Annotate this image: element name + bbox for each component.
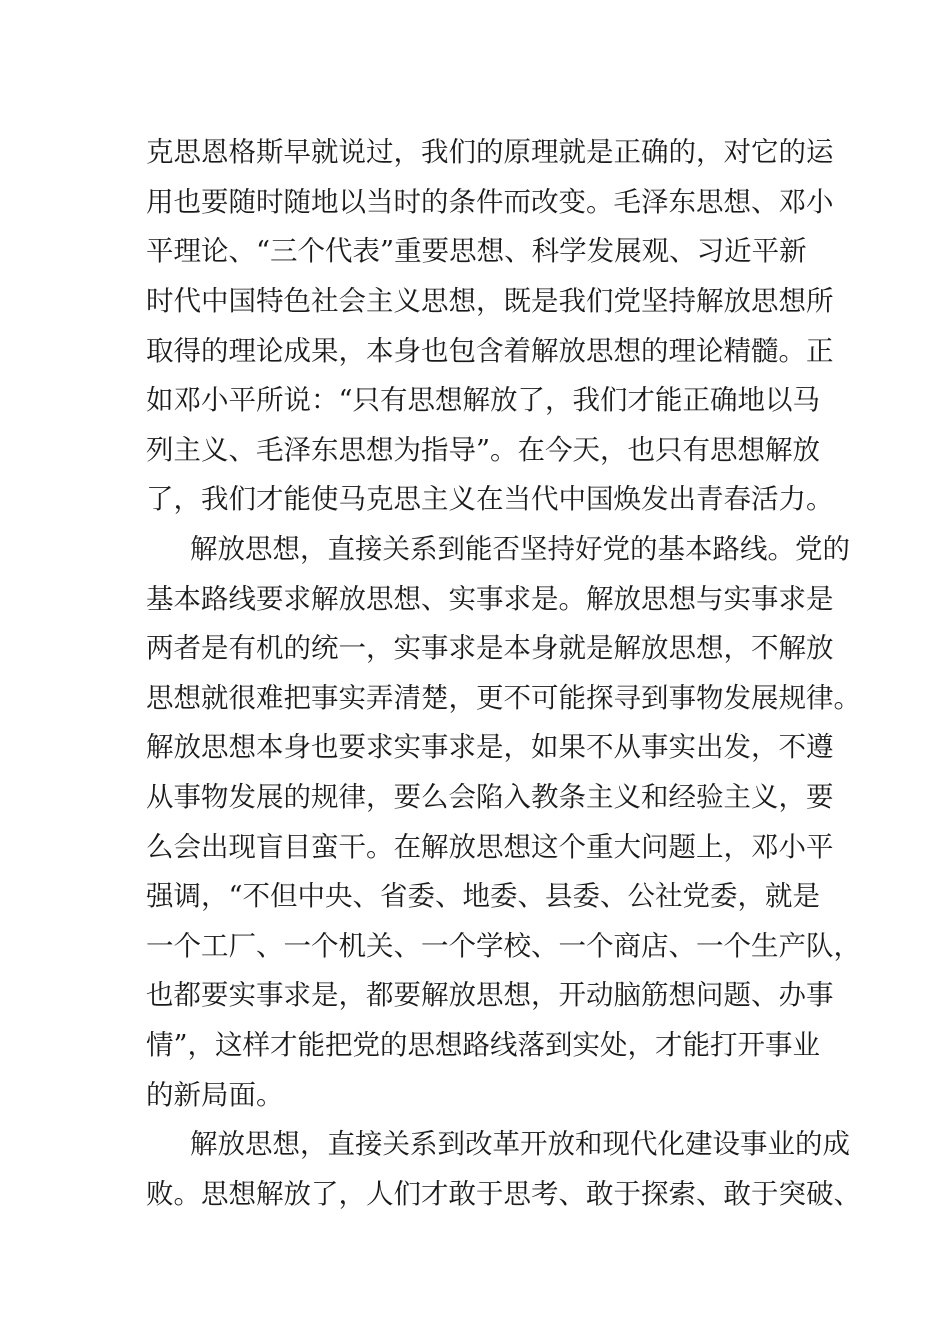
text-line: 如邓小平所说：“只有思想解放了，我们才能正确地以马: [146, 384, 821, 416]
text-line: 时代中国特色社会主义思想，既是我们党坚持解放思想所: [146, 285, 834, 317]
text-line: 么会出现盲目蛮干。在解放思想这个重大问题上，邓小平: [146, 831, 834, 863]
text-line: 强调，“不但中央、省委、地委、县委、公社党委，就是: [146, 880, 821, 912]
paragraph-start-line: 解放思想，直接关系到能否坚持好党的基本路线。党的: [190, 533, 850, 565]
text-line: 基本路线要求解放思想、实事求是。解放思想与实事求是: [146, 583, 834, 615]
text-line: 平理论、“三个代表”重要思想、科学发展观、习近平新: [146, 235, 807, 267]
text-line: 的新局面。: [146, 1079, 284, 1111]
text-line: 也都要实事求是，都要解放思想，开动脑筋想问题、办事: [146, 979, 834, 1011]
text-line: 解放思想本身也要求实事求是，如果不从事实出发，不遵: [146, 731, 834, 763]
text-line: 败。思想解放了，人们才敢于思考、敢于探索、敢于突破、: [146, 1178, 861, 1210]
text-line: 用也要随时随地以当时的条件而改变。毛泽东思想、邓小: [146, 186, 834, 218]
text-line: 列主义、毛泽东思想为指导”。在今天，也只有思想解放: [146, 434, 821, 466]
text-line: 情”，这样才能把党的思想路线落到实处，才能打开事业: [146, 1029, 821, 1061]
text-line: 取得的理论成果，本身也包含着解放思想的理论精髓。正: [146, 335, 834, 367]
text-line: 从事物发展的规律，要么会陷入教条主义和经验主义，要: [146, 781, 834, 813]
paragraph-start-line: 解放思想，直接关系到改革开放和现代化建设事业的成: [190, 1128, 850, 1160]
text-line: 一个工厂、一个机关、一个学校、一个商店、一个生产队，: [146, 930, 861, 962]
text-line: 两者是有机的统一，实事求是本身就是解放思想，不解放: [146, 632, 834, 664]
text-line: 了，我们才能使马克思主义在当代中国焕发出青春活力。: [146, 483, 834, 515]
text-line: 克思恩格斯早就说过，我们的原理就是正确的，对它的运: [146, 136, 834, 168]
text-line: 思想就很难把事实弄清楚，更不可能探寻到事物发展规律。: [146, 682, 861, 714]
